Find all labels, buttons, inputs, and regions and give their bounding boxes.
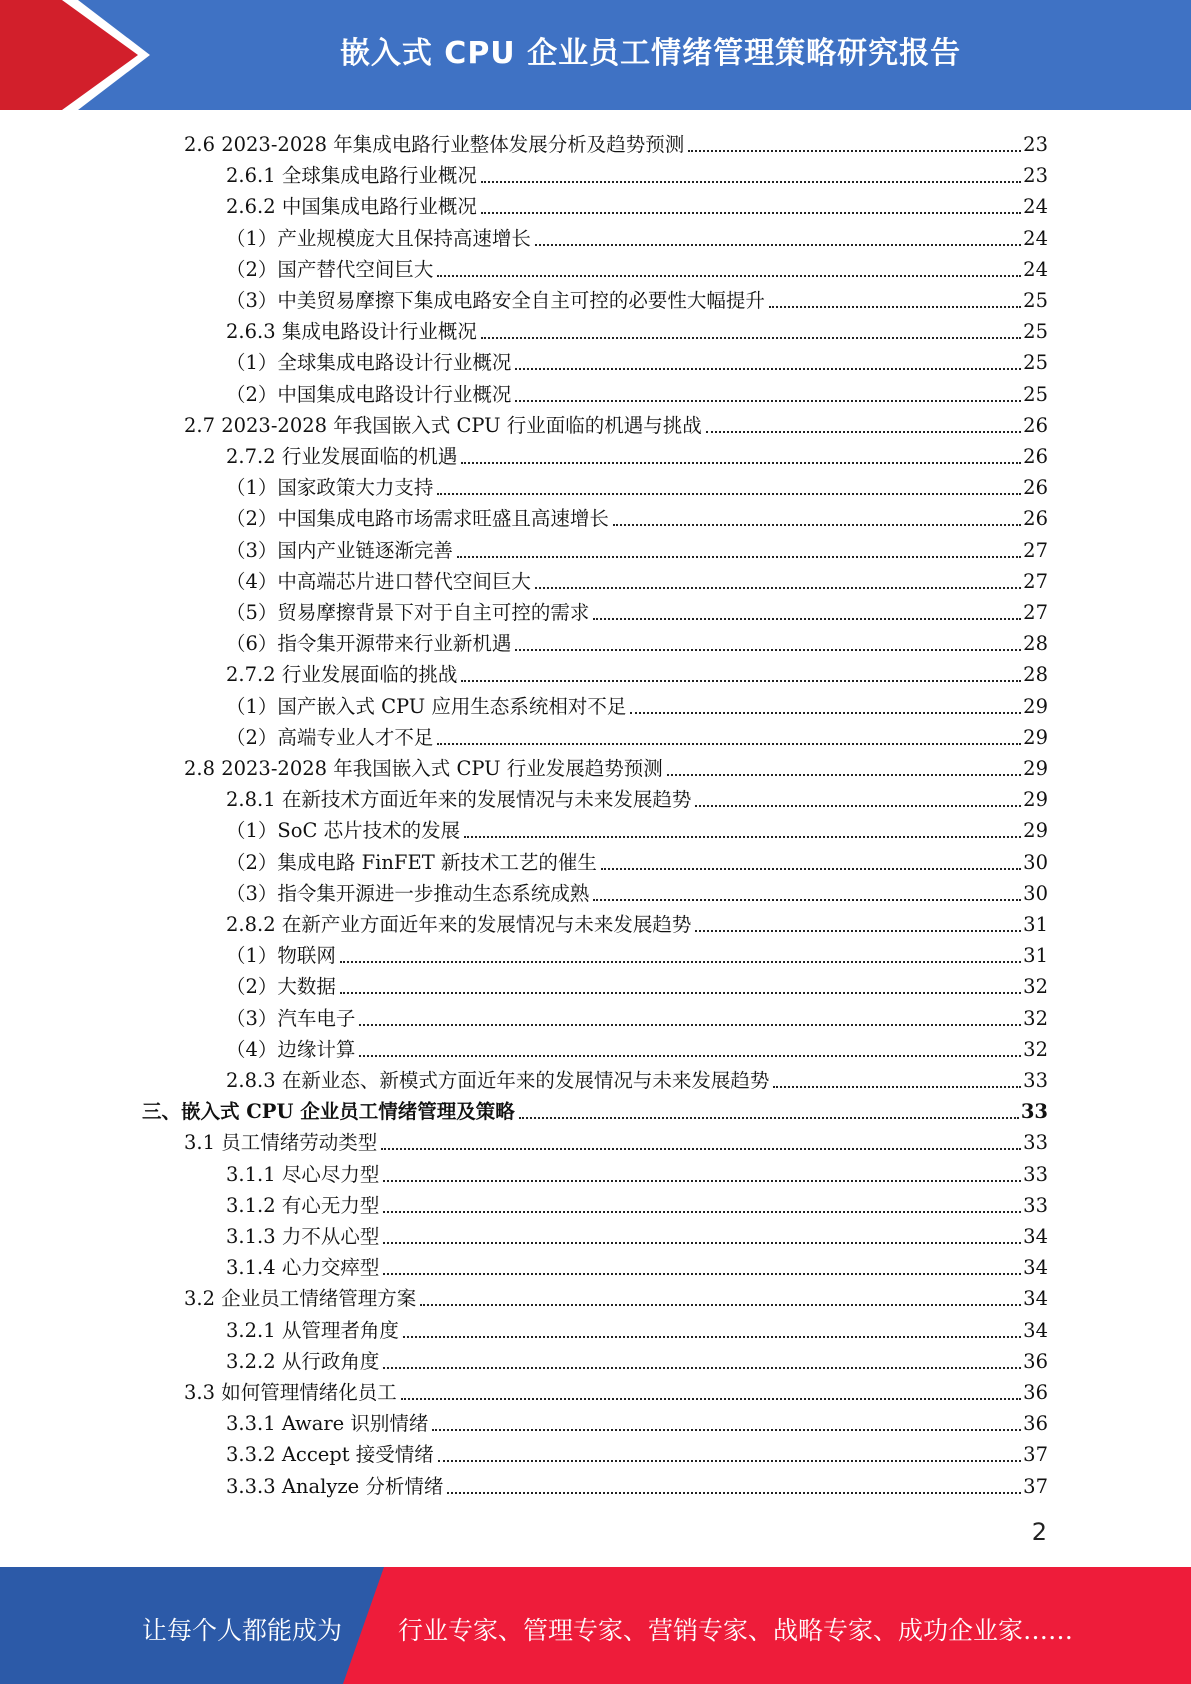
toc-entry-page: 31 — [1023, 913, 1048, 936]
toc-entry-label: （2）中国集成电路市场需求旺盛且高速增长 — [226, 507, 609, 531]
toc-entry-page: 31 — [1023, 944, 1048, 968]
toc-leader-dots — [340, 991, 1021, 994]
toc-leader-dots — [601, 867, 1021, 870]
toc-leader-dots — [535, 243, 1021, 246]
toc-entry-page: 25 — [1023, 351, 1048, 375]
toc-leader-dots — [519, 1116, 1019, 1119]
toc-entry-label: （2）国产替代空间巨大 — [226, 257, 434, 281]
toc-leader-dots — [340, 960, 1021, 963]
toc-entry[interactable] — [184, 1281, 1048, 1312]
toc-entry-page: 26 — [1023, 413, 1048, 437]
toc-leader-dots — [383, 1179, 1021, 1182]
toc-entry[interactable] — [226, 1437, 1048, 1468]
toc-entry[interactable] — [226, 1188, 1048, 1219]
toc-entry-page: 34 — [1023, 1256, 1048, 1280]
toc-entry-label: 3.3.3 Analyze 分析情绪 — [226, 1474, 444, 1498]
toc-leader-dots — [464, 835, 1021, 838]
toc-entry[interactable] — [226, 1313, 1048, 1344]
toc-entry-page: 32 — [1023, 1037, 1048, 1061]
toc-entry[interactable] — [226, 158, 1048, 189]
toc-leader-dots — [383, 1210, 1021, 1213]
toc-entry-page: 28 — [1023, 632, 1048, 656]
toc-leader-dots — [461, 679, 1021, 682]
toc-entry[interactable] — [226, 845, 1048, 876]
toc-entry-page: 32 — [1023, 975, 1048, 999]
toc-leader-dots — [447, 1491, 1021, 1494]
toc-entry-page: 24 — [1023, 195, 1048, 219]
toc-entry-label: 2.7.2 行业发展面临的挑战 — [226, 663, 458, 687]
toc-entry-page: 25 — [1023, 382, 1048, 406]
toc-leader-dots — [593, 898, 1021, 901]
toc-entry[interactable] — [226, 377, 1048, 408]
toc-entry-page: 30 — [1023, 881, 1048, 905]
toc-entry-page: 37 — [1023, 1474, 1048, 1498]
toc-entry[interactable] — [226, 938, 1048, 969]
toc-leader-dots — [535, 586, 1021, 589]
toc-entry-label: 2.8.3 在新业态、新模式方面近年来的发展情况与未来发展趋势 — [226, 1069, 770, 1092]
page-header — [0, 0, 1191, 110]
toc-leader-dots — [403, 1335, 1021, 1338]
toc-leader-dots — [359, 1023, 1021, 1026]
toc-entry-page: 26 — [1023, 507, 1048, 531]
toc-leader-dots — [381, 1147, 1021, 1150]
toc-entry-page: 27 — [1023, 538, 1048, 562]
toc-leader-dots — [515, 367, 1021, 370]
toc-leader-dots — [593, 617, 1021, 620]
toc-entry-label: （1）全球集成电路设计行业概况 — [226, 351, 512, 375]
toc-leader-dots — [667, 773, 1021, 776]
toc-entry[interactable] — [226, 470, 1048, 501]
toc-entry-page: 36 — [1023, 1381, 1048, 1404]
toc-entry-label: 3.3 如何管理情绪化员工 — [184, 1381, 397, 1404]
toc-entry[interactable] — [226, 564, 1048, 595]
toc-entry-page: 36 — [1023, 1412, 1048, 1436]
toc-entry-page: 34 — [1023, 1225, 1048, 1248]
toc-entry-label: 3.1.3 力不从心型 — [226, 1225, 380, 1248]
toc-entry[interactable] — [226, 657, 1048, 688]
footer-slogan-left: 让每个人都能成为 — [142, 1616, 343, 1645]
toc-entry-label: 3.2 企业员工情绪管理方案 — [184, 1287, 417, 1311]
toc-entry-label: （3）指令集开源进一步推动生态系统成熟 — [226, 881, 590, 905]
toc-leader-dots — [688, 149, 1021, 152]
toc-entry[interactable] — [226, 1469, 1048, 1500]
toc-entry-page: 27 — [1023, 569, 1048, 593]
toc-entry-label: 2.7.2 行业发展面临的机遇 — [226, 445, 458, 468]
toc-entry-page: 33 — [1023, 1162, 1048, 1186]
toc-entry-page: 25 — [1023, 289, 1048, 312]
toc-entry-page: 33 — [1023, 1131, 1048, 1155]
toc-entry-label: （4）中高端芯片进口替代空间巨大 — [226, 569, 531, 593]
toc-entry-label: 3.1.2 有心无力型 — [226, 1193, 380, 1217]
toc-entry-label: 3.3.2 Accept 接受情绪 — [226, 1443, 434, 1467]
toc-entry-page: 33 — [1023, 1069, 1048, 1092]
toc-entry-label: 3.3.1 Aware 识别情绪 — [226, 1412, 429, 1436]
toc-entry-page: 33 — [1023, 1193, 1048, 1217]
toc-entry-page: 24 — [1023, 226, 1048, 250]
toc-entry[interactable] — [226, 689, 1048, 720]
toc-entry[interactable] — [142, 1094, 1048, 1125]
toc-leader-dots — [515, 648, 1021, 651]
toc-entry-label: （1）国家政策大力支持 — [226, 476, 434, 500]
toc-entry-page: 34 — [1023, 1287, 1048, 1311]
toc-entry-label: （2）大数据 — [226, 975, 336, 999]
toc-entry-label: （1）SoC 芯片技术的发展 — [226, 819, 461, 843]
toc-entry-page: 29 — [1023, 725, 1048, 749]
toc-leader-dots — [481, 180, 1021, 183]
toc-entry-label: 3.1.1 尽心尽力型 — [226, 1162, 380, 1186]
toc-leader-dots — [383, 1241, 1021, 1244]
toc-leader-dots — [432, 1428, 1021, 1431]
toc-entry-page: 34 — [1023, 1318, 1048, 1342]
toc-leader-dots — [515, 399, 1021, 402]
toc-entry-page: 27 — [1023, 601, 1048, 624]
toc-leader-dots — [457, 555, 1021, 558]
toc-entry[interactable] — [226, 876, 1048, 907]
toc-leader-dots — [438, 1459, 1021, 1462]
toc-entry[interactable] — [226, 501, 1048, 532]
toc-leader-dots — [383, 1272, 1021, 1275]
toc-entry-label: （6）指令集开源带来行业新机遇 — [226, 632, 512, 656]
toc-entry-page: 29 — [1023, 757, 1048, 780]
toc-entry-page: 26 — [1023, 445, 1048, 468]
report-title: 嵌入式 CPU 企业员工情绪管理策略研究报告 — [339, 36, 962, 71]
toc-entry[interactable] — [226, 907, 1048, 938]
toc-entry[interactable] — [226, 626, 1048, 657]
toc-entry[interactable] — [226, 314, 1048, 345]
toc-entry-label: （3）汽车电子 — [226, 1006, 356, 1030]
toc-leader-dots — [481, 336, 1021, 339]
toc-entry-page: 37 — [1023, 1443, 1048, 1467]
toc-entry-page: 24 — [1023, 257, 1048, 281]
page-footer — [0, 1567, 1191, 1684]
toc-entry-page: 23 — [1023, 133, 1048, 156]
toc-leader-dots — [437, 742, 1021, 745]
toc-entry[interactable] — [184, 751, 1048, 782]
toc-entry-label: 3.2.2 从行政角度 — [226, 1349, 380, 1373]
toc-entry[interactable] — [226, 1032, 1048, 1063]
toc-entry-label: （4）边缘计算 — [226, 1037, 356, 1061]
toc-entry[interactable] — [226, 533, 1048, 564]
toc-leader-dots — [401, 1397, 1021, 1400]
toc-entry[interactable] — [226, 1219, 1048, 1250]
toc-entry[interactable] — [226, 221, 1048, 252]
toc-entry-label: （1）物联网 — [226, 944, 336, 968]
toc-entry-label: （2）集成电路 FinFET 新技术工艺的催生 — [226, 850, 597, 874]
toc-entry-label: 2.6.1 全球集成电路行业概况 — [226, 164, 477, 188]
toc-leader-dots — [359, 1054, 1021, 1057]
toc-leader-dots — [613, 523, 1021, 526]
toc-leader-dots — [695, 929, 1021, 932]
toc-leader-dots — [773, 1085, 1021, 1088]
toc-entry[interactable] — [226, 782, 1048, 813]
toc-entry-page: 29 — [1023, 694, 1048, 718]
toc-entry-page: 29 — [1023, 788, 1048, 812]
toc-entry-page: 25 — [1023, 320, 1048, 344]
toc-entry[interactable] — [226, 1001, 1048, 1032]
toc-leader-dots — [437, 492, 1021, 495]
toc-entry[interactable] — [226, 345, 1048, 376]
toc-leader-dots — [769, 305, 1021, 308]
toc-leader-dots — [630, 711, 1021, 714]
toc-entry[interactable] — [226, 283, 1048, 314]
toc-entry-label: （5）贸易摩擦背景下对于自主可控的需求 — [226, 601, 590, 624]
toc-entry-label: 2.7 2023-2028 年我国嵌入式 CPU 行业面临的机遇与挑战 — [184, 413, 702, 437]
toc-leader-dots — [695, 804, 1021, 807]
toc-entry-label: （2）高端专业人才不足 — [226, 725, 434, 749]
toc-entry[interactable] — [226, 595, 1048, 626]
toc-entry[interactable] — [226, 1250, 1048, 1281]
toc-entry[interactable] — [226, 720, 1048, 751]
toc-entry[interactable] — [184, 1125, 1048, 1156]
toc-entry-label: 2.8.1 在新技术方面近年来的发展情况与未来发展趋势 — [226, 788, 692, 812]
toc-entry[interactable] — [184, 127, 1048, 158]
toc-entry-page: 28 — [1023, 663, 1048, 687]
toc-entry[interactable] — [226, 1063, 1048, 1094]
toc-entry-label: 2.8 2023-2028 年我国嵌入式 CPU 行业发展趋势预测 — [184, 757, 663, 780]
toc-entry-label: （1）国产嵌入式 CPU 应用生态系统相对不足 — [226, 694, 627, 718]
footer-slogan-right: 行业专家、管理专家、营销专家、战略专家、成功企业家…… — [398, 1616, 1074, 1645]
toc-entry[interactable] — [226, 1157, 1048, 1188]
toc-leader-dots — [383, 1366, 1021, 1369]
toc-entry[interactable] — [226, 439, 1048, 470]
toc-entry[interactable] — [226, 189, 1048, 220]
toc-entry[interactable] — [226, 813, 1048, 844]
toc-entry-label: 3.1.4 心力交瘁型 — [226, 1256, 380, 1280]
page-number: 2 — [1031, 1518, 1047, 1546]
toc-entry-page: 32 — [1023, 1006, 1048, 1030]
toc-entry-label: 2.8.2 在新产业方面近年来的发展情况与未来发展趋势 — [226, 913, 692, 936]
toc-entry-label: 2.6.3 集成电路设计行业概况 — [226, 320, 477, 344]
toc-entry[interactable] — [226, 1344, 1048, 1375]
toc-entry-page: 23 — [1023, 164, 1048, 188]
toc-entry[interactable] — [226, 1406, 1048, 1437]
toc-entry-page: 30 — [1023, 850, 1048, 874]
toc-entry-label: 2.6 2023-2028 年集成电路行业整体发展分析及趋势预测 — [184, 133, 685, 156]
toc-leader-dots — [706, 430, 1021, 433]
toc-entry[interactable] — [226, 969, 1048, 1000]
toc-entry-page: 26 — [1023, 476, 1048, 500]
toc-entry[interactable] — [184, 408, 1048, 439]
toc-leader-dots — [437, 274, 1021, 277]
toc-entry-label: 2.6.2 中国集成电路行业概况 — [226, 195, 477, 219]
toc-leader-dots — [481, 211, 1021, 214]
toc-entry-page: 33 — [1020, 1100, 1048, 1124]
toc-entry-label: 三、嵌入式 CPU 企业员工情绪管理及策略 — [142, 1100, 515, 1124]
toc-entry-label: （3）国内产业链逐渐完善 — [226, 538, 453, 562]
toc-entry[interactable] — [184, 1375, 1048, 1406]
red-arrow-icon — [0, 0, 160, 110]
toc-leader-dots — [420, 1303, 1021, 1306]
toc-entry-page: 36 — [1023, 1349, 1048, 1373]
toc-entry-label: 3.2.1 从管理者角度 — [226, 1318, 399, 1342]
toc-entry-label: （2）中国集成电路设计行业概况 — [226, 382, 512, 406]
toc-entry-label: （3）中美贸易摩擦下集成电路安全自主可控的必要性大幅提升 — [226, 289, 765, 312]
toc-entry-label: （1）产业规模庞大且保持高速增长 — [226, 226, 531, 250]
toc-entry[interactable] — [226, 252, 1048, 283]
toc-entry-page: 29 — [1023, 819, 1048, 843]
toc-entry-label: 3.1 员工情绪劳动类型 — [184, 1131, 378, 1155]
toc-leader-dots — [461, 461, 1021, 464]
